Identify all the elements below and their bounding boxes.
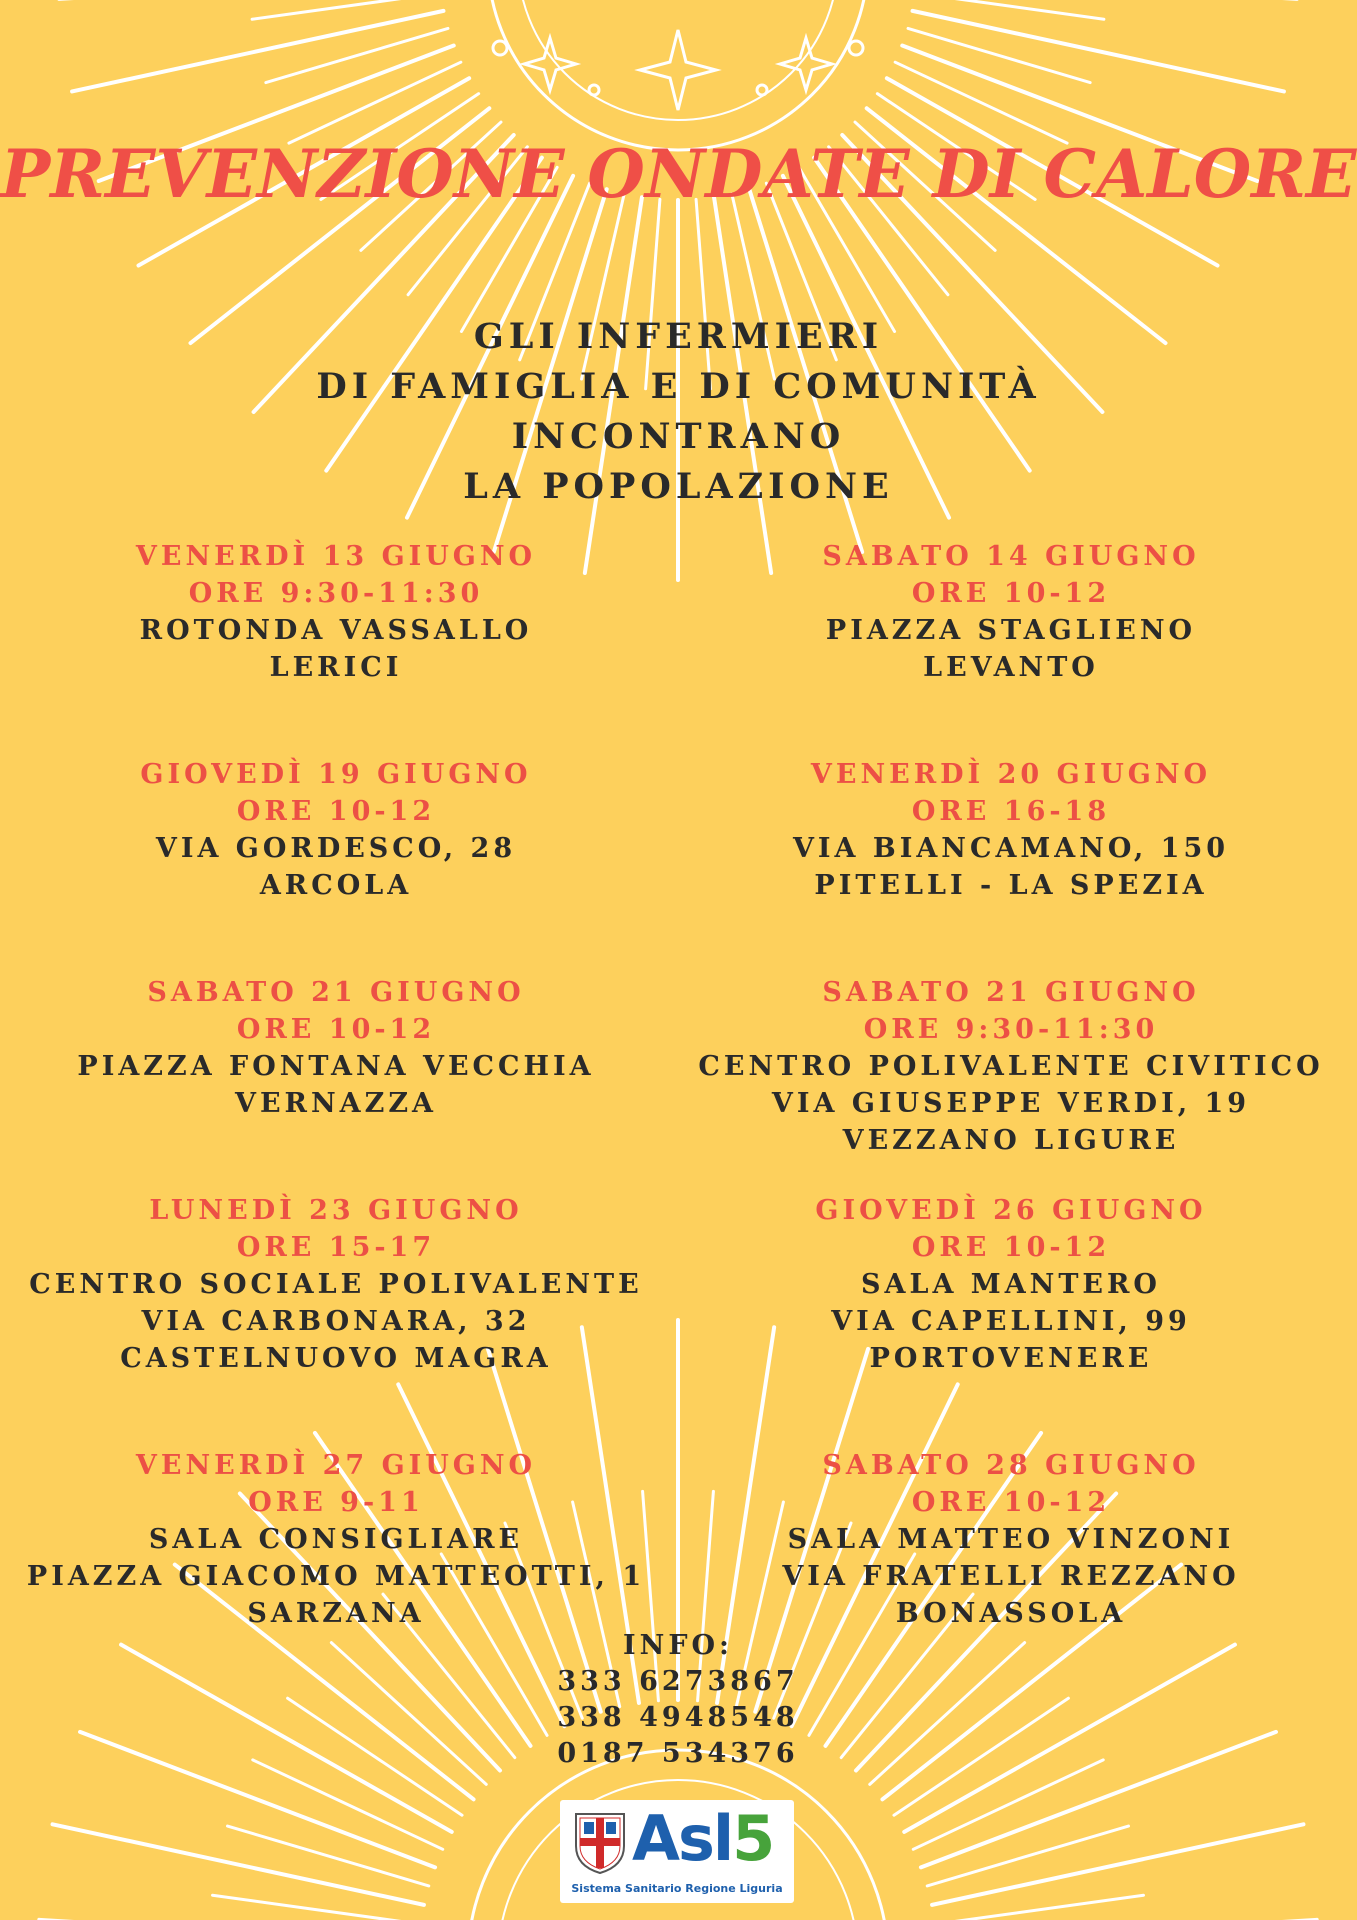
event-block (681, 1447, 1341, 1632)
sun-dot (757, 85, 767, 95)
event-day: VENERDÌ 27 GIUGNO (135, 1450, 537, 1481)
event-time: ORE 9:30-11:30 (863, 1014, 1159, 1045)
sun-ray (72, 11, 443, 92)
event-day: SABATO 21 GIUGNO (147, 977, 525, 1008)
event-day: LUNEDÌ 23 GIUGNO (149, 1195, 523, 1226)
info-label: INFO: (623, 1630, 733, 1661)
asl5-logo (560, 1800, 794, 1903)
event-day: GIOVEDÌ 19 GIUGNO (140, 759, 532, 790)
event-block (681, 974, 1341, 1159)
sun-ray (927, 1826, 1128, 1886)
sun-dot (589, 85, 599, 95)
sun-ray (121, 1645, 452, 1832)
sun-ray (227, 1826, 428, 1886)
event-location: BONASSOLA (895, 1598, 1127, 1629)
event-day: VENERDÌ 20 GIUGNO (810, 759, 1212, 790)
event-day: VENERDÌ 13 GIUGNO (135, 541, 537, 572)
logo-text-number: 5 (732, 1802, 774, 1875)
event-location: SARZANA (247, 1598, 425, 1629)
subtitle-line: DI FAMIGLIA E DI COMUNITÀ (316, 366, 1041, 407)
logo-text-main: Asl (632, 1802, 733, 1875)
event-location: SALA MANTERO (861, 1269, 1161, 1300)
event-location: CENTRO SOCIALE POLIVALENTE (29, 1269, 643, 1300)
event-location: PIAZZA FONTANA VECCHIA (77, 1051, 595, 1082)
sun-dot (493, 41, 507, 55)
event-time: ORE 10-12 (911, 1487, 1111, 1518)
event-time: ORE 15-17 (236, 1232, 436, 1263)
event-location: VIA GORDESCO, 28 (155, 833, 517, 864)
event-block (6, 974, 666, 1122)
sun-ray (870, 1643, 1025, 1785)
event-day: SABATO 14 GIUGNO (822, 541, 1200, 572)
event-block (6, 756, 666, 904)
event-location: PITELLI - LA SPEZIA (814, 870, 1208, 901)
event-time: ORE 10-12 (236, 796, 436, 827)
event-location: VERNAZZA (235, 1088, 437, 1119)
event-location: VIA BIANCAMANO, 150 (792, 833, 1230, 864)
event-location: SALA MATTEO VINZONI (787, 1524, 1235, 1555)
event-time: ORE 9:30-11:30 (188, 578, 484, 609)
event-time: ORE 10-12 (911, 578, 1111, 609)
sun-ray (921, 1732, 1276, 1867)
event-location: VIA CAPELLINI, 99 (831, 1306, 1191, 1337)
event-time: ORE 10-12 (911, 1232, 1111, 1263)
sun-ray (904, 1645, 1235, 1832)
logo-text (632, 1802, 773, 1875)
sun-ray (913, 11, 1284, 92)
subtitle-line: GLI INFERMIERI (473, 316, 884, 357)
event-location: ARCOLA (259, 870, 413, 901)
sun-ray (80, 1732, 435, 1867)
sun-ray (288, 1698, 462, 1815)
event-block (681, 1192, 1341, 1377)
sun-ray (266, 28, 448, 82)
info-phone[interactable]: 338 4948548 (557, 1702, 799, 1733)
event-location: CASTELNUOVO MAGRA (120, 1343, 552, 1374)
event-block (6, 1447, 666, 1632)
event-block (681, 538, 1341, 686)
info-block (478, 1628, 878, 1772)
event-day: GIOVEDÌ 26 GIUGNO (815, 1195, 1207, 1226)
event-block (6, 538, 666, 686)
event-location: CENTRO POLIVALENTE CIVITICO (698, 1051, 1324, 1082)
event-day: SABATO 28 GIUGNO (822, 1450, 1200, 1481)
sun-dot (849, 41, 863, 55)
event-location: SALA CONSIGLIARE (148, 1524, 524, 1555)
event-block (681, 756, 1341, 904)
event-location: VIA GIUSEPPE VERDI, 19 (771, 1088, 1251, 1119)
event-location: VEZZANO LIGURE (842, 1125, 1180, 1156)
subtitle-line: INCONTRANO (511, 416, 846, 457)
event-day: SABATO 21 GIUGNO (822, 977, 1200, 1008)
liguria-shield-icon (572, 1810, 628, 1876)
sun-ray (331, 1643, 486, 1785)
subtitle (0, 312, 1357, 512)
info-phone[interactable]: 333 6273867 (557, 1666, 799, 1697)
sun-ray (894, 1698, 1068, 1815)
event-location: ROTONDA VASSALLO (139, 615, 533, 646)
star-icon (640, 30, 716, 110)
sun-ray (53, 1824, 424, 1905)
event-location: LEVANTO (923, 652, 1099, 683)
event-time: ORE 10-12 (236, 1014, 436, 1045)
page-title: PREVENZIONE ONDATE DI CALORE (0, 135, 1357, 213)
event-location: PORTOVENERE (869, 1343, 1153, 1374)
event-block (6, 1192, 666, 1377)
event-location: VIA FRATELLI REZZANO (782, 1561, 1240, 1592)
event-location: PIAZZA GIACOMO MATTEOTTI, 1 (26, 1561, 646, 1592)
info-phone[interactable]: 0187 534376 (557, 1738, 799, 1769)
subtitle-line: LA POPOLAZIONE (463, 466, 894, 507)
event-location: PIAZZA STAGLIENO (825, 615, 1197, 646)
event-location: VIA CARBONARA, 32 (141, 1306, 531, 1337)
sun-ray (932, 1824, 1303, 1905)
event-time: ORE 16-18 (911, 796, 1111, 827)
sun-ray (908, 28, 1090, 82)
event-time: ORE 9-11 (248, 1487, 424, 1518)
event-location: LERICI (269, 652, 403, 683)
logo-caption: Sistema Sanitario Regione Liguria (571, 1882, 783, 1895)
